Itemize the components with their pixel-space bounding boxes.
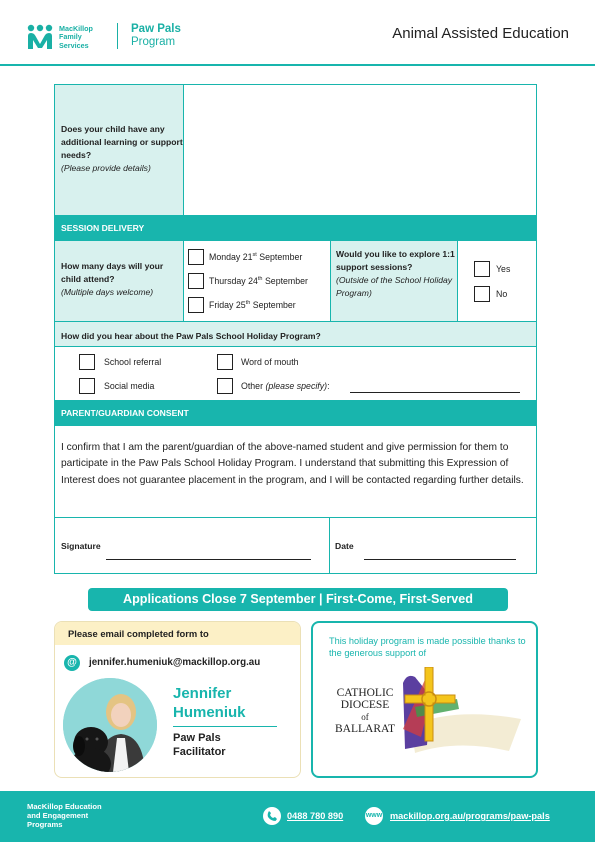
monday-checkbox[interactable] <box>188 249 204 265</box>
facilitator-last-name: Humeniuk <box>173 704 246 721</box>
signature-label: Signature <box>61 541 101 551</box>
diocese-line: BALLARAT <box>335 723 396 735</box>
school-referral-label: School referral <box>104 357 162 367</box>
divider <box>183 241 184 321</box>
support-no-checkbox[interactable] <box>474 286 490 302</box>
other-specify-input[interactable] <box>350 392 520 393</box>
support-no-label: No <box>496 289 508 299</box>
other-label: Other (please specify): <box>241 381 330 391</box>
diocese-line: of <box>361 712 369 722</box>
role-line: Paw Pals <box>173 732 221 744</box>
social-media-label: Social media <box>104 381 155 391</box>
divider <box>457 241 458 321</box>
footer-org <box>27 802 102 829</box>
days-question: How many days will your child attend? <box>61 261 164 284</box>
learning-needs-question: Does your child have any additional learning or support needs? <box>61 124 183 160</box>
applications-close-banner: Applications Close 7 September | First-Come, First-Served <box>88 588 508 611</box>
facilitator-name <box>173 684 246 722</box>
role-line: Facilitator <box>173 746 226 758</box>
support-label-cell <box>331 241 457 321</box>
hear-question-cell <box>55 321 536 347</box>
footer-phone-link[interactable]: 0488 780 890 <box>287 811 344 821</box>
thursday-option: Thursday 24th September <box>209 276 308 286</box>
social-media-checkbox[interactable] <box>79 378 95 394</box>
footer-org-line: MacKillop Education <box>27 802 102 811</box>
friday-option: Friday 25th September <box>209 300 296 310</box>
footer-org-line: Programs <box>27 820 63 829</box>
support-yes-label: Yes <box>496 264 511 274</box>
session-delivery-header: SESSION DELIVERY <box>55 215 536 241</box>
divider <box>329 517 330 574</box>
hear-question: How did you hear about the Paw Pals School Holiday Program? <box>61 331 321 341</box>
learning-needs-hint: (Please provide details) <box>61 163 151 173</box>
support-yes-checkbox[interactable] <box>474 261 490 277</box>
facilitator-first-name: Jennifer <box>173 685 232 702</box>
logo-line: Services <box>59 40 89 50</box>
program-subtitle: Program <box>131 36 176 48</box>
footer-org-line: and Engagement <box>27 811 89 820</box>
days-hint: (Multiple days welcome) <box>61 287 154 297</box>
diocese-line: DIOCESE <box>340 699 390 711</box>
contact-heading: Please email completed form to <box>55 622 301 645</box>
page-header <box>0 0 595 66</box>
logo-line: MacKillop <box>59 24 93 33</box>
phone-icon <box>263 807 281 825</box>
sponsor-text: This holiday program is made possible thanks to the generous support of <box>329 636 526 658</box>
support-question: Would you like to explore 1:1 support sessions? <box>336 249 455 272</box>
signature-input[interactable] <box>106 559 311 560</box>
logo-line: Family <box>59 32 82 42</box>
contact-card <box>54 621 301 778</box>
monday-option: Monday 21st September <box>209 252 303 262</box>
other-checkbox[interactable] <box>217 378 233 394</box>
thursday-checkbox[interactable] <box>188 273 204 289</box>
footer-website-link[interactable]: mackillop.org.au/programs/paw-pals <box>390 811 550 821</box>
friday-checkbox[interactable] <box>188 297 204 313</box>
support-hint: (Outside of the School Holiday Program) <box>336 275 453 298</box>
diocese-line: CATHOLIC <box>336 687 394 699</box>
diocese-logo-text <box>335 687 395 735</box>
form-table <box>54 84 537 574</box>
divider <box>55 517 536 518</box>
word-of-mouth-label: Word of mouth <box>241 357 299 367</box>
consent-header: PARENT/GUARDIAN CONSENT <box>55 400 536 426</box>
mackillop-logo-icon <box>26 24 54 50</box>
at-sign-icon: @ <box>64 655 80 671</box>
facilitator-photo <box>63 678 157 772</box>
header-rule <box>0 64 595 66</box>
www-globe-icon: www <box>365 807 383 825</box>
sponsor-card <box>311 621 538 778</box>
page-footer <box>0 791 595 842</box>
facilitator-with-dog-image <box>63 678 157 772</box>
school-referral-checkbox[interactable] <box>79 354 95 370</box>
program-title: Paw Pals <box>131 23 181 35</box>
contact-email-link[interactable]: jennifer.humeniuk@mackillop.org.au <box>89 657 261 668</box>
learning-needs-label-cell <box>55 85 183 215</box>
word-of-mouth-checkbox[interactable] <box>217 354 233 370</box>
days-label-cell <box>55 241 183 321</box>
date-input[interactable] <box>364 559 516 560</box>
logo-divider <box>117 23 118 49</box>
learning-needs-field[interactable] <box>184 85 536 215</box>
page-title: Animal Assisted Education <box>392 25 569 42</box>
facilitator-role <box>173 731 226 759</box>
consent-text: I confirm that I am the parent/guardian of the above-named student and give permission for them to participate in the Paw Pals School Holiday Program. I understand that submitting this Expression of Interest does not guarantee placement in the program, and I will be contacted regarding further details. <box>61 442 524 486</box>
name-rule <box>173 726 277 727</box>
date-label: Date <box>335 541 354 551</box>
mackillop-logo-text <box>59 25 93 50</box>
diocese-cross-logo-icon <box>397 667 527 757</box>
